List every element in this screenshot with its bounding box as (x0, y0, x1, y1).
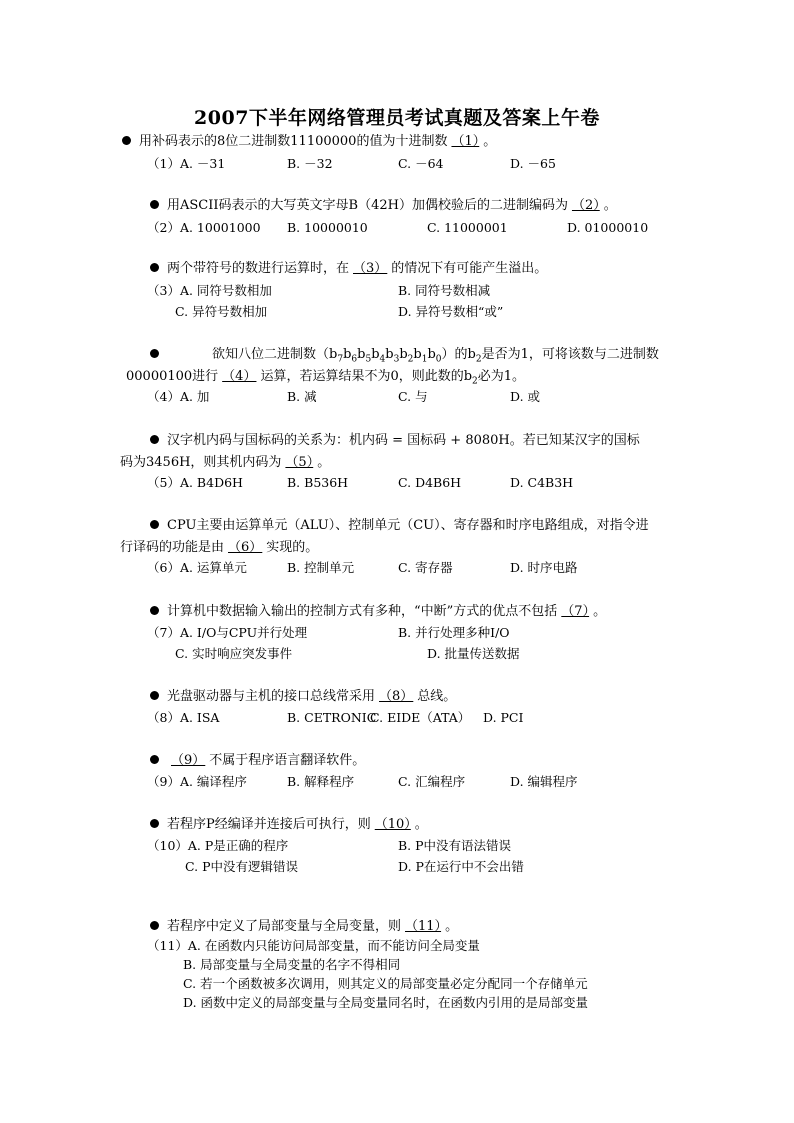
option-c: C. D4B6H (398, 475, 462, 490)
option-a: （2）A. 10001000 (147, 220, 261, 235)
question-text: 不属于程序语言翻译软件。 (209, 753, 366, 768)
question-text: 运算，若运算结果不为0，则此数的b (260, 369, 473, 384)
answer-blank: （9） (171, 753, 206, 768)
option-c: C. 与 (398, 389, 428, 404)
subscript: 4 (379, 354, 386, 365)
question-5-line2 (120, 452, 330, 473)
question-3 (150, 258, 547, 279)
option-c: C. 11000001 (427, 220, 508, 235)
option-a: （5）A. B4D6H (147, 475, 243, 490)
question-text: 行译码的功能是由 (120, 540, 225, 555)
question-text: 00000100进行 (126, 369, 219, 384)
answer-blank: （8） (379, 689, 414, 704)
page-title: 2007下半年网络管理员考试真题及答案上午卷 (194, 107, 600, 129)
question-6 (150, 515, 649, 536)
option-d: D. PCI (483, 710, 524, 725)
option-d: D. 异符号数相“或” (398, 304, 504, 319)
bullet-icon (150, 520, 159, 529)
option-b: B. 10000010 (287, 220, 368, 235)
subscript: 2 (475, 354, 482, 365)
bullet-icon (122, 136, 131, 145)
option-c: C. 汇编程序 (398, 774, 466, 789)
answer-blank: （6） (228, 540, 263, 555)
subscript: 2 (472, 376, 478, 387)
option-a: （6）A. 运算单元 (147, 560, 247, 575)
question-text-end: 总线。 (417, 689, 457, 704)
question-text-end: 。 (414, 817, 428, 832)
option-a: （3）A. 同符号数相加 (147, 283, 272, 298)
option-b: B. 局部变量与全局变量的名字不得相同 (183, 957, 401, 972)
bullet-icon (150, 921, 159, 930)
option-d: D. P在运行中不会出错 (398, 859, 524, 874)
option-b: B. 同符号数相减 (398, 283, 491, 298)
option-d: D. 编辑程序 (510, 774, 578, 789)
question-text-end: 。 (603, 198, 617, 213)
option-a: （1）A. －31 (147, 156, 226, 171)
question-9 (150, 750, 365, 771)
option-a: （10）A. P是正确的程序 (147, 838, 289, 853)
bullet-icon (150, 606, 159, 615)
question-text-end: 必为1。 (477, 369, 526, 384)
bullet-icon (150, 819, 159, 828)
option-a: （11）A. 在函数内只能访问局部变量，而不能访问全局变量 (147, 938, 480, 953)
option-d: D. C4B3H (510, 475, 574, 490)
bullet-icon (150, 435, 159, 444)
option-d: D. 函数中定义的局部变量与全局变量同名时，在函数内引用的是局部变量 (183, 995, 589, 1010)
bullet-icon (150, 349, 159, 358)
option-a: （9）A. 编译程序 (147, 774, 247, 789)
option-b: B. P中没有语法错误 (398, 838, 512, 853)
bullet-icon (150, 691, 159, 700)
question-text: 若程序中定义了局部变量与全局变量，则 (167, 919, 402, 934)
question-text-end: 实现的。 (266, 540, 319, 555)
option-b: B. 减 (287, 389, 317, 404)
question-text: 码为3456H，则其机内码为 (120, 455, 282, 470)
question-text: 是否为1，可将该数与二进制数 (481, 347, 659, 362)
question-text-end: 。 (483, 134, 497, 149)
option-c: C. 寄存器 (398, 560, 453, 575)
option-c: C. 异符号数相加 (175, 304, 268, 319)
option-a: （4）A. 加 (147, 389, 210, 404)
option-c: C. －64 (398, 156, 444, 171)
question-text: 用补码表示的8位二进制数11100000的值为十进制数 (139, 134, 448, 149)
question-text: 用ASCII码表示的大写英文字母B（42H）加偶校验后的二进制编码为 (167, 198, 568, 213)
question-text: 欲知八位二进制数（b (212, 347, 338, 362)
question-1 (122, 131, 496, 152)
question-text: CPU主要由运算单元（ALU）、控制单元（CU）、寄存器和时序电路组成，对指令进 (167, 518, 649, 533)
option-a: （8）A. ISA (147, 710, 220, 725)
subscript: 2 (407, 354, 414, 365)
option-b: B. B536H (287, 475, 349, 490)
answer-blank: （4） (222, 369, 257, 384)
question-10 (150, 814, 428, 835)
option-b: B. CETRONIC (287, 710, 377, 725)
question-4: 欲知八位二进制数$(b_7b_6b_5b_4b_3b_2b_1b_0)$的$b_2$是否为1，可将该数与二进制数 (150, 344, 659, 371)
bullet-icon (150, 263, 159, 272)
question-5 (150, 430, 640, 451)
subscript: 0 (435, 354, 442, 365)
question-text: 若程序P经编译并连接后可执行，则 (167, 817, 371, 832)
question-text-end: 。 (445, 919, 459, 934)
option-b: B. 解释程序 (287, 774, 355, 789)
option-d: D. －65 (510, 156, 556, 171)
answer-blank: （1） (451, 134, 480, 149)
option-c: C. P中没有逻辑错误 (185, 859, 298, 874)
option-d: D. 01000010 (567, 220, 649, 235)
question-text: 汉字机内码与国标码的关系为：机内码 = 国标码 + 8080H。若已知某汉字的国标 (167, 433, 640, 448)
option-c: C. EIDE（ATA） (370, 710, 471, 725)
subscript: 3 (393, 354, 400, 365)
option-a: （7）A. I/O与CPU并行处理 (147, 625, 308, 640)
answer-blank: （7） (561, 604, 590, 619)
answer-blank: （2） (571, 198, 600, 213)
option-b: B. 控制单元 (287, 560, 355, 575)
option-c: C. 若一个函数被多次调用，则其定义的局部变量必定分配同一个存储单元 (183, 976, 588, 991)
answer-blank: （11） (405, 919, 442, 934)
bullet-icon (150, 755, 159, 764)
option-d: D. 批量传送数据 (427, 646, 520, 661)
bullet-icon (150, 200, 159, 209)
subscript: 7 (337, 354, 344, 365)
question-text-end: 的情况下有可能产生溢出。 (391, 261, 548, 276)
question-text: ）的b (441, 347, 476, 362)
question-text: 两个带符号的数进行运算时，在 (167, 261, 350, 276)
subscript: 1 (421, 354, 428, 365)
answer-blank: （10） (374, 817, 411, 832)
question-7 (150, 601, 606, 622)
question-8 (150, 686, 456, 707)
option-d: D. 时序电路 (510, 560, 578, 575)
question-text: 计算机中数据输入输出的控制方式有多种，“中断”方式的优点不包括 (167, 604, 558, 619)
answer-blank: （5） (285, 455, 314, 470)
option-b: B. －32 (287, 156, 333, 171)
question-2 (150, 195, 617, 216)
question-text-end: 。 (317, 455, 331, 470)
subscript: 5 (365, 354, 372, 365)
question-6-line2 (120, 537, 318, 558)
question-11 (150, 916, 458, 937)
question-text-end: 。 (593, 604, 607, 619)
option-c: C. 实时响应突发事件 (175, 646, 293, 661)
question-text: 光盘驱动器与主机的接口总线常采用 (167, 689, 376, 704)
answer-blank: （3） (353, 261, 388, 276)
option-b: B. 并行处理多种I/O (398, 625, 510, 640)
option-d: D. 或 (510, 389, 541, 404)
subscript: 6 (351, 354, 358, 365)
